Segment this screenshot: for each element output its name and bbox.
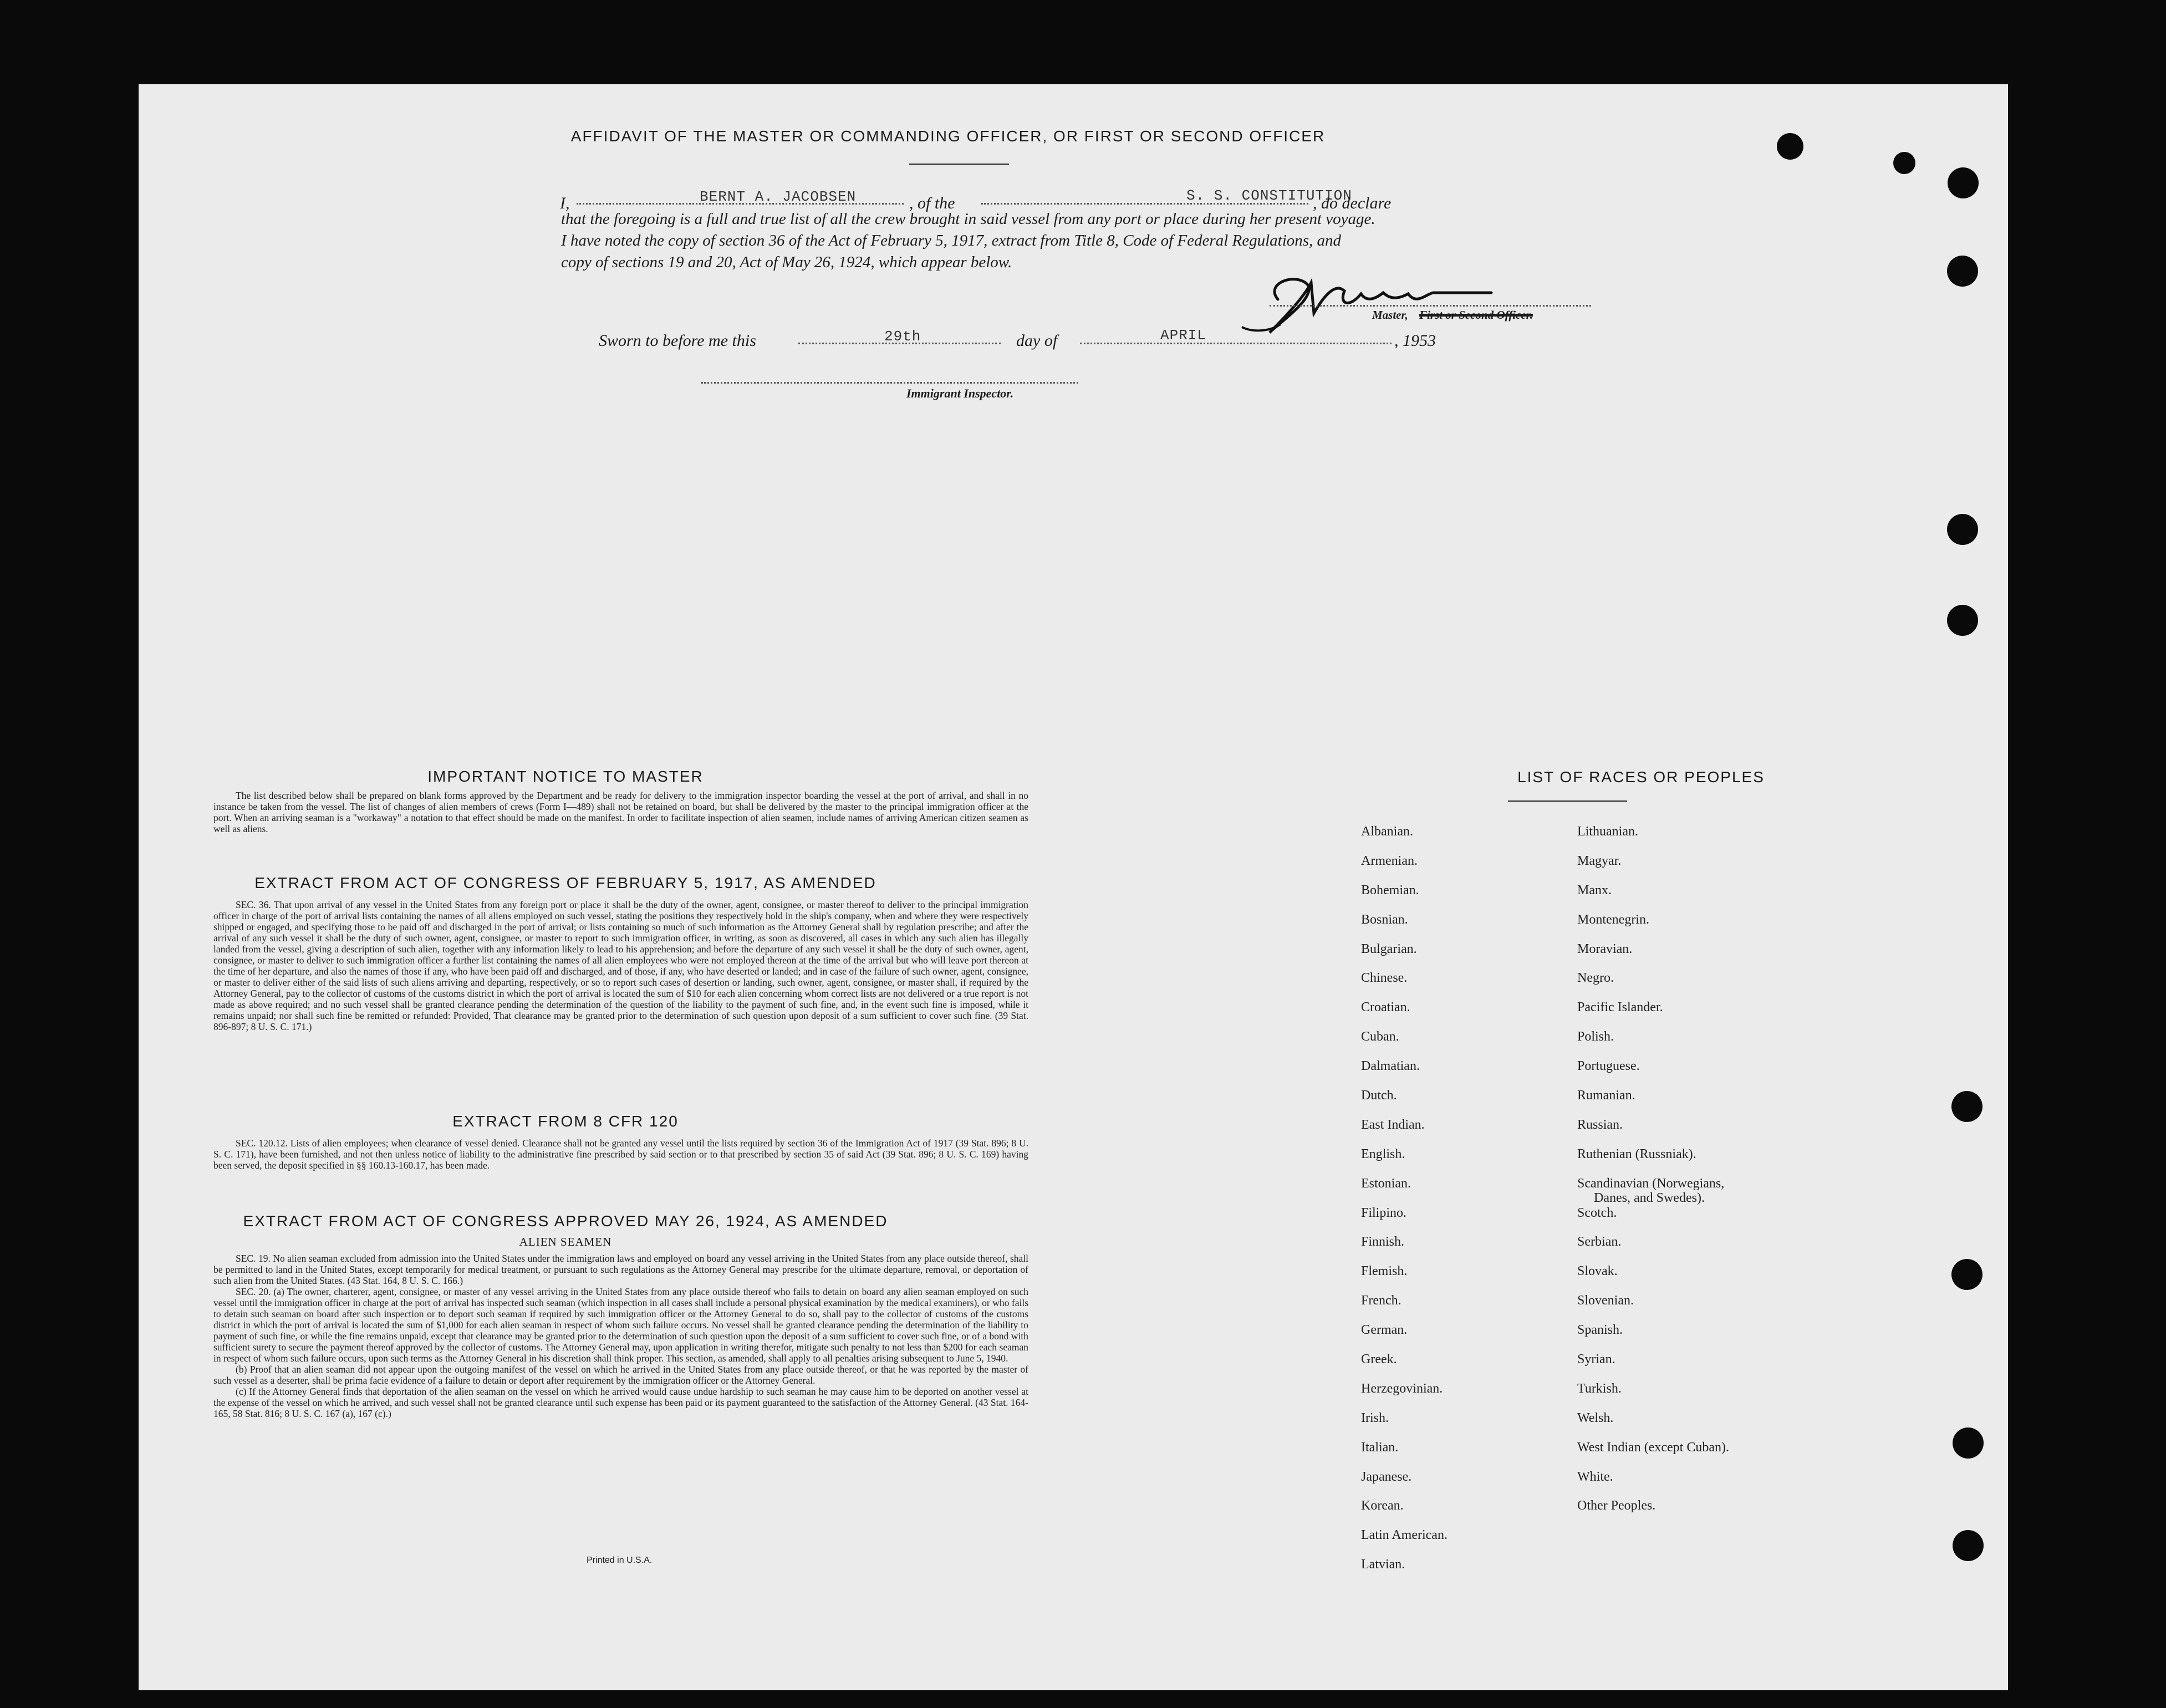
binder-hole: [1953, 1427, 1984, 1459]
extract-cfr-title: EXTRACT FROM 8 CFR 120: [452, 1113, 679, 1130]
race-item: Other Peoples.: [1577, 1498, 1656, 1513]
race-item-scandinavian-continuation: Danes, and Swedes).: [1594, 1190, 1705, 1205]
sworn-label: Sworn to before me this: [599, 332, 756, 350]
race-item: Slovak.: [1577, 1264, 1618, 1279]
binder-hole: [1953, 1530, 1984, 1561]
of-the-label: , of the: [909, 194, 955, 212]
sworn-month-field: [1080, 343, 1392, 344]
race-item: Finnish.: [1361, 1235, 1405, 1250]
race-item: Latin American.: [1361, 1528, 1448, 1543]
race-item: Montenegrin.: [1577, 912, 1649, 927]
binder-hole: [1947, 256, 1978, 287]
race-item: East Indian.: [1361, 1117, 1425, 1132]
sec-19-paragraph: SEC. 19. No alien seaman excluded from admission into the United States under the immigration laws and employed on board any vessel arriving in the United States from any place outside thereof, shall be permitted to land in the United States, except temporarily for medical treatment, or pursuant to such regulations as the Attorney General may prescribe for the ultimate departure, removal, or deportation of such alien from the United States. (43 Stat. 164, 8 U. S. C. 166.): [213, 1253, 1028, 1286]
printed-in-usa: Printed in U.S.A.: [587, 1556, 653, 1565]
alien-seamen-subtitle: ALIEN SEAMEN: [519, 1235, 612, 1248]
extract-1917-title: EXTRACT FROM ACT OF CONGRESS OF FEBRUARY 5, 1917, AS AMENDED: [254, 874, 876, 891]
master-signature: [1231, 261, 1541, 338]
sec-120-12-paragraph: SEC. 120.12. Lists of alien employees; when clearance of vessel denied. Clearance shall not be granted any vessel until the lists required by section 36 of the Immigration Act of 1917 (39 Stat. 896; 8 U. S. C. 171), have been furnished, and not then unless notice of liability to the administrative fine prescribed by said section or to that prescribed by section 35 of said Act (39 Stat. 896; 8 U. S. C. 169) having been served, the deposit specified in §§ 160.13-160.17, has been made.: [213, 1138, 1028, 1171]
master-label: Master,: [1372, 308, 1408, 322]
sworn-day: 29th: [884, 328, 921, 345]
race-item: Serbian.: [1577, 1235, 1622, 1250]
race-item: Irish.: [1361, 1410, 1389, 1425]
vessel-name: S. S. CONSTITUTION: [1186, 187, 1352, 204]
extract-1917-body: [213, 899, 1028, 1032]
race-item: Portuguese.: [1577, 1059, 1640, 1074]
signature-line: [1270, 305, 1591, 307]
race-item: Filipino.: [1361, 1205, 1407, 1220]
race-item: Albanian.: [1361, 824, 1413, 839]
race-item: Scotch.: [1577, 1205, 1617, 1220]
race-item: Italian.: [1361, 1440, 1399, 1455]
officer-name: BERNT A. JACOBSEN: [700, 188, 857, 205]
sec-36-paragraph: SEC. 36. That upon arrival of any vessel in the United States from any foreign port or place it shall be the duty of the owner, agent, consignee, or master thereof to deliver to the principal immigration officer in charge of the port of arrival lists containing the names of all aliens employed on such vessel, stating the positions they respectively hold in the ship's company, when and where they were respectively shipped or engaged, and specifying those to be paid off and discharged in the port of arrival; or lists containing so much of such information as the Attorney General shall by regulation prescribe; and after the arrival of any such vessel it shall be the duty of such owner, agent, consignee, or master to report to such immigration officer, in writing, as soon as discovered, all cases in which any such alien has illegally landed from the vessel, giving a description of such alien, together with any information likely to lead to his apprehension; and before the departure of any such vessel it shall be the duty of such owner, agent, consignee, or master to deliver to such immigration officer a further list containing the names of all alien employees who were not employed thereon at the time of the arrival but who will leave port thereon at the time of her departure, and also the names of those if any, who have been paid off and discharged, and of those, if any, who have deserted or landed; and in case of the failure of such owner, agent, consignee, or master to deliver either of the said lists of such aliens arriving and departing, respectively, or so to report such cases of desertion or landing, such owner, agent, consignee, or master shall, if required by the Attorney General, pay to the collector of customs of the customs district in which the port of arrival is located the sum of $10 for each alien concerning whom correct lists are not delivered or a true report is not made as above required; and no such vessel shall be granted clearance pending the determination of the question of the liability to the payment of such fine, and, in the event such fine is imposed, while it remains unpaid; nor shall such fine be remitted or refunded: Provided, That clearance may be granted prior to the determination of such question upon deposit of a sum sufficient to cover such fine. (39 Stat. 896-897; 8 U. S. C. 171.): [213, 899, 1028, 1032]
declaration-line-1: that the foregoing is a full and true list of all the crew brought in said vessel from any port or place during her present voyage.: [561, 210, 1375, 228]
extract-1924-title: EXTRACT FROM ACT OF CONGRESS APPROVED MAY 26, 1924, AS AMENDED: [243, 1212, 888, 1230]
race-item: English.: [1361, 1146, 1405, 1161]
race-item: Chinese.: [1361, 971, 1408, 986]
race-item: Moravian.: [1577, 941, 1633, 956]
sec-20c-paragraph: (c) If the Attorney General finds that deportation of the alien seaman on the vessel on which he arrived would cause undue hardship to such seaman he may cause him to be deported on another vessel at the expense of the vessel on which he arrived, and such vessel shall not be granted clearance until such expense has been paid or its payment guaranteed to the satisfaction of the Attorney General. (43 Stat. 164-165, 58 Stat. 816; 8 U. S. C. 167 (a), 167 (c).): [213, 1386, 1028, 1419]
inspector-label: Immigrant Inspector.: [906, 386, 1014, 400]
year-prefix: , 1953: [1394, 332, 1436, 350]
notice-paragraph: The list described below shall be prepared on blank forms approved by the Department and be ready for delivery to the immigration inspector boarding the vessel at the port of arrival, and shall in no instance be taken from the vessel. The list of changes of alien members of crews (Form I—489) shall not be retained on board, but shall be delivered by the master to the principal immigration officer at the port. When an arriving seaman is a "workaway" a notation to that effect should be made on the manifest. In order to facilitate inspection of alien seamen, include names of arriving American citizen seamen as well as aliens.: [213, 790, 1028, 834]
race-item: Latvian.: [1361, 1557, 1405, 1572]
notice-title: IMPORTANT NOTICE TO MASTER: [427, 768, 704, 785]
race-item: Rumanian.: [1577, 1088, 1635, 1103]
race-item: Negro.: [1577, 971, 1614, 986]
race-item: Pacific Islander.: [1577, 1000, 1663, 1015]
race-item: Greek.: [1361, 1352, 1397, 1367]
race-item: Welsh.: [1577, 1410, 1614, 1425]
race-item: Estonian.: [1361, 1176, 1411, 1191]
race-item: Herzegovinian.: [1361, 1381, 1443, 1396]
race-item: Armenian.: [1361, 853, 1418, 868]
race-item: Bulgarian.: [1361, 941, 1417, 956]
race-item: Korean.: [1361, 1498, 1404, 1513]
races-title-underline: [1508, 801, 1627, 802]
binder-hole: [1947, 605, 1978, 636]
race-item: Russian.: [1577, 1117, 1623, 1132]
do-declare-label: , do declare: [1313, 194, 1392, 212]
race-item: Bosnian.: [1361, 912, 1408, 927]
binder-hole: [1947, 514, 1978, 545]
race-item: Spanish.: [1577, 1323, 1623, 1338]
races-column-1: [1361, 817, 1448, 1579]
race-item: Slovenian.: [1577, 1293, 1634, 1308]
race-item: Dutch.: [1361, 1088, 1397, 1103]
document-page: [139, 84, 2008, 1690]
race-item: West Indian (except Cuban).: [1577, 1440, 1729, 1455]
binder-hole: [1777, 133, 1803, 160]
race-item: Ruthenian (Russniak).: [1577, 1146, 1696, 1161]
race-item: White.: [1577, 1469, 1613, 1484]
race-item: Croatian.: [1361, 1000, 1410, 1015]
binder-hole: [1893, 152, 1915, 174]
race-item: Magyar.: [1577, 853, 1622, 868]
races-title: LIST OF RACES OR PEOPLES: [1517, 768, 1765, 786]
binder-hole: [1951, 1259, 1982, 1290]
race-item: Lithuanian.: [1577, 824, 1638, 839]
race-item-scandinavian: Scandinavian (Norwegians, Danes, and Swedes).: [1577, 1176, 1725, 1205]
race-item: Cuban.: [1361, 1029, 1399, 1044]
races-column-2: [1577, 817, 1729, 1521]
race-item: German.: [1361, 1323, 1408, 1338]
race-item: Polish.: [1577, 1029, 1614, 1044]
race-item: Japanese.: [1361, 1469, 1412, 1484]
notice-body: [213, 790, 1028, 834]
declaration-line-3: copy of sections 19 and 20, Act of May 26, 1924, which appear below.: [561, 253, 1012, 271]
sworn-month: APRIL: [1160, 327, 1207, 344]
race-item: Turkish.: [1577, 1381, 1622, 1396]
extract-1924-body: [213, 1253, 1028, 1419]
affidavit-title: AFFIDAVIT OF THE MASTER OR COMMANDING OFFICER, OR FIRST OR SECOND OFFICER: [570, 128, 1326, 145]
declaration-line-2: I have noted the copy of section 36 of the Act of February 5, 1917, extract from Title 8, Code of Federal Regulations, and: [561, 232, 1342, 249]
race-item: Syrian.: [1577, 1352, 1615, 1367]
race-item: Dalmatian.: [1361, 1059, 1420, 1074]
race-item: French.: [1361, 1293, 1401, 1308]
year-suffix: 53: [1419, 332, 1436, 350]
race-item: Flemish.: [1361, 1264, 1408, 1279]
extract-cfr-body: [213, 1138, 1028, 1171]
sec-20b-paragraph: (b) Proof that an alien seaman did not appear upon the outgoing manifest of the vessel on which he arrived in the United States from any place outside thereof, or that he was reported by the master of such vessel as a deserter, shall be prima facie evidence of a failure to detain or deport after requirement by the immigration officer or the Attorney General.: [213, 1364, 1028, 1386]
sec-20a-paragraph: SEC. 20. (a) The owner, charterer, agent, consignee, or master of any vessel arriving in the United States from any place outside thereof who fails to detain on board any alien seaman employed on such vessel until the immigration officer in charge at the port of arrival has inspected such seaman (which inspection in all cases shall include a personal physical examination by the medical examiners), or who fails to detain such seaman on board after such inspection or to deport such seaman if required by such immigration officer or the Attorney General to do so, shall pay to the collector of customs of the customs district in which the port of arrival is located the sum of $1,000 for each alien seaman in respect of whom such failure occurs. No vessel shall be granted clearance pending the determination of the liability to payment of such fine, or while the fine remains unpaid, except that clearance may be granted prior to the determination of such question upon the deposit of a sum sufficient to cover such fine, or of a bond with sufficient surety to secure the payment thereof approved by the collector of customs. The Attorney General may, upon application in writing therefor, mitigate such penalty to not less than $200 for each seaman in respect of whom such failure occurs, upon such terms as the Attorney General in his discretion shall think proper. This section, as amended, shall apply to all penalties arising subsequent to June 5, 1940.: [213, 1286, 1028, 1364]
i-label: I,: [560, 194, 570, 212]
race-item: Manx.: [1577, 883, 1612, 898]
struck-officer-label: First or Second Officer.: [1419, 308, 1533, 322]
title-underline: [909, 164, 1009, 165]
binder-hole: [1948, 167, 1979, 198]
race-item: Bohemian.: [1361, 883, 1419, 898]
inspector-signature-line: [701, 382, 1078, 384]
day-of-label: day of: [1016, 332, 1058, 350]
binder-hole: [1951, 1091, 1982, 1122]
